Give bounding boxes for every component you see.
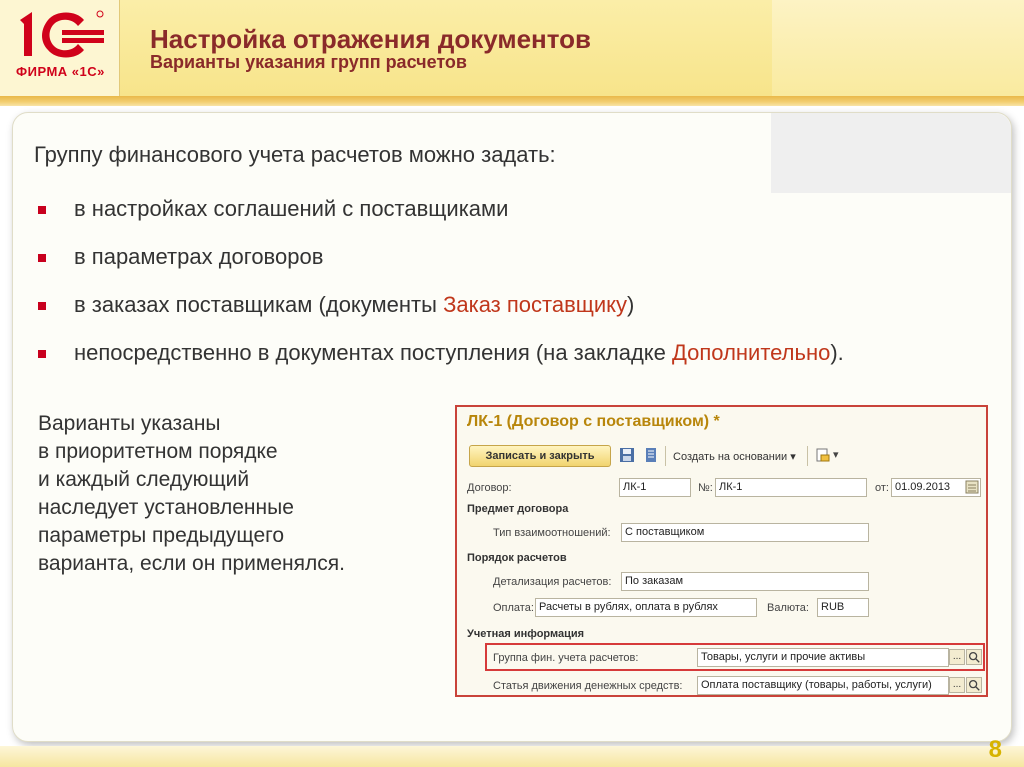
priority-paragraph: [38, 410, 438, 578]
paragraph-line: и каждый следующий: [38, 468, 250, 491]
contract-field[interactable]: ЛК-1: [619, 478, 691, 497]
date-field[interactable]: 01.09.2013: [891, 478, 981, 497]
list-item: [36, 339, 986, 387]
header-right-block: [772, 0, 1024, 98]
bullet-marker-icon: [38, 206, 46, 214]
save-and-close-button[interactable]: Записать и закрыть: [469, 445, 611, 467]
bullet-text: в параметрах договоров: [74, 244, 324, 269]
select-button[interactable]: ...: [949, 649, 965, 665]
print-doc-icon[interactable]: [815, 447, 831, 463]
date-label: от:: [875, 482, 889, 494]
page-title: Настройка отражения документов: [150, 24, 591, 54]
footer-bar: [0, 746, 1024, 767]
bullet-text-end: ): [627, 292, 635, 317]
cash-flow-field[interactable]: Оплата поставщику (товары, работы, услуги): [697, 676, 949, 695]
list-item: [36, 243, 986, 291]
post-icon[interactable]: [643, 447, 659, 463]
paragraph-line: в приоритетном порядке: [38, 440, 278, 463]
section-subject: Предмет договора: [467, 503, 569, 515]
fin-group-field[interactable]: Товары, услуги и прочие активы: [697, 648, 949, 667]
bullet-text: в настройках соглашений с поставщиками: [74, 196, 509, 221]
cash-flow-label: Статья движения денежных средств:: [493, 680, 683, 692]
bullet-text: в заказах поставщикам (документы: [74, 292, 444, 317]
page-subtitle: Варианты указания групп расчетов: [150, 52, 467, 72]
chevron-down-icon[interactable]: ▾: [833, 449, 839, 461]
1c-logo-icon: [12, 6, 108, 64]
select-button[interactable]: ...: [949, 677, 965, 693]
page-number: 8: [988, 736, 1002, 763]
section-accounting: Учетная информация: [467, 628, 585, 640]
currency-field[interactable]: RUB: [817, 598, 869, 617]
relation-type-field[interactable]: С поставщиком: [621, 523, 869, 542]
paragraph-line: Варианты указаны: [38, 412, 221, 435]
payment-label: Оплата:: [493, 602, 534, 614]
logo-caption: ФИРМА «1С»: [16, 64, 105, 79]
highlight-link: Заказ поставщику: [443, 292, 628, 317]
create-based-on-label: Создать на основании: [673, 451, 788, 463]
panel-corner-tab: [771, 113, 1011, 193]
relation-type-label: Тип взаимоотношений:: [493, 527, 611, 539]
bullet-marker-icon: [38, 350, 46, 358]
list-item: [36, 195, 986, 243]
detail-field[interactable]: По заказам: [621, 572, 869, 591]
number-label: №:: [698, 482, 713, 494]
bullet-text: непосредственно в документах поступления (на закладке: [74, 340, 673, 365]
calendar-icon[interactable]: [965, 480, 979, 494]
bullet-text-end: ).: [830, 340, 844, 365]
logo-1c: [0, 0, 120, 96]
detail-label: Детализация расчетов:: [493, 576, 612, 588]
contract-form-window: [455, 405, 988, 697]
create-based-on-menu[interactable]: [673, 450, 796, 463]
payment-field[interactable]: Расчеты в рублях, оплата в рублях: [535, 598, 757, 617]
search-icon[interactable]: [966, 677, 982, 693]
bullet-marker-icon: [38, 302, 46, 310]
fin-group-label: Группа фин. учета расчетов:: [493, 652, 639, 664]
currency-label: Валюта:: [767, 602, 809, 614]
paragraph-line: варианта, если он применялся.: [38, 552, 345, 575]
intro-text: Группу финансового учета расчетов можно задать:: [34, 142, 556, 167]
section-settlement: Порядок расчетов: [467, 552, 567, 564]
bullet-list: [36, 195, 986, 387]
header-stripe: [0, 96, 1024, 106]
save-icon[interactable]: [619, 447, 635, 463]
chevron-down-icon: ▾: [790, 451, 796, 463]
paragraph-line: параметры предыдущего: [38, 524, 285, 547]
number-field[interactable]: ЛК-1: [715, 478, 867, 497]
toolbar-separator: [665, 446, 666, 466]
bullet-marker-icon: [38, 254, 46, 262]
toolbar-separator: [807, 446, 808, 466]
contract-label: Договор:: [467, 482, 512, 494]
form-title: ЛК-1 (Договор с поставщиком) *: [467, 413, 720, 430]
list-item: [36, 291, 986, 339]
highlight-link: Дополнительно: [672, 340, 831, 365]
form-toolbar: [465, 443, 980, 469]
paragraph-line: наследует установленные: [38, 496, 294, 519]
search-icon[interactable]: [966, 649, 982, 665]
